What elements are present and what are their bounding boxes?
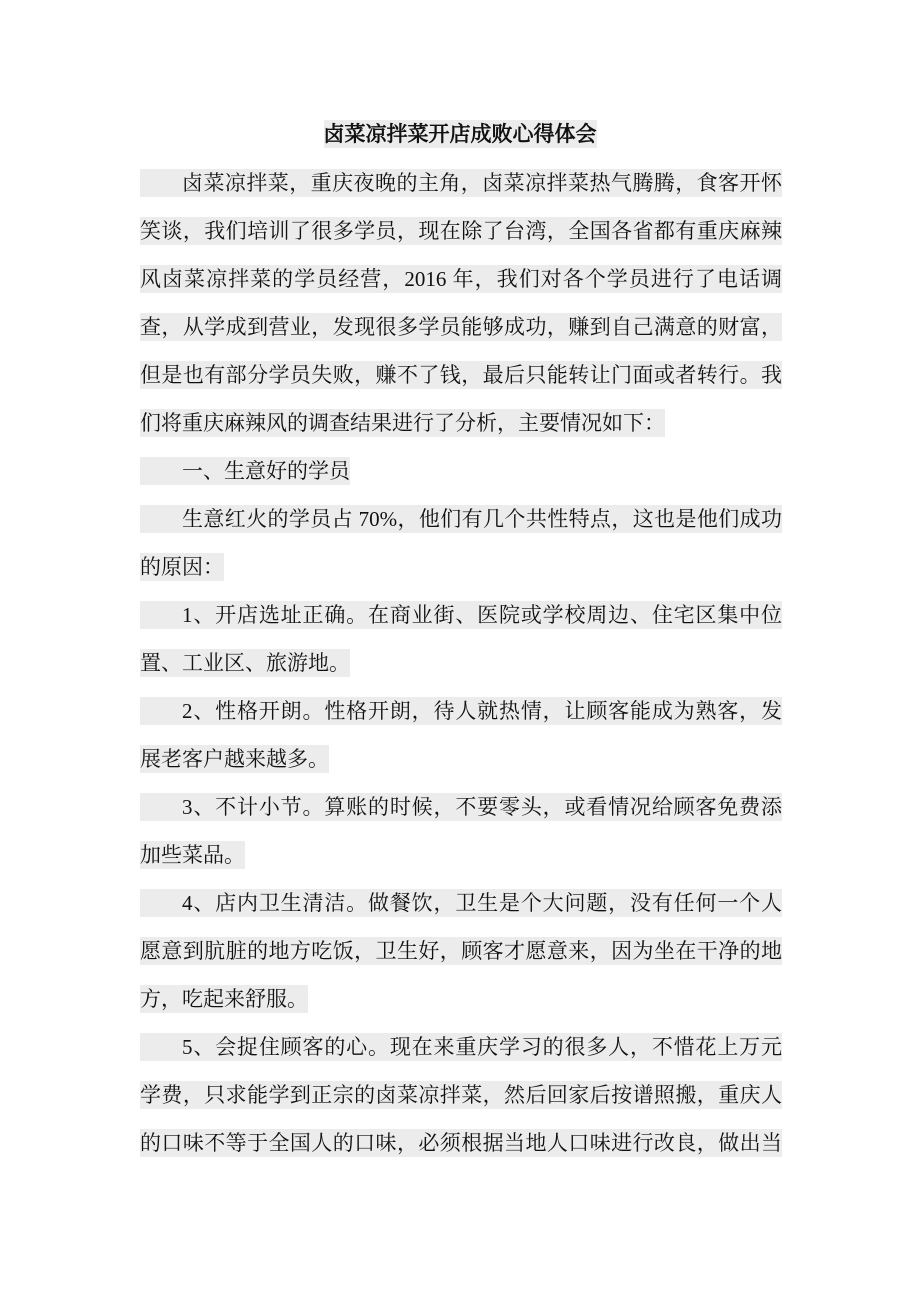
text-line: 们将重庆麻辣风的调查结果进行了分析，主要情况如下： bbox=[140, 411, 665, 435]
document-title: 卤菜凉拌菜开店成败心得体会 bbox=[323, 122, 597, 146]
text-line: 的口味不等于全国人的口味，必须根据当地人口味进行改良，做出当 bbox=[140, 1131, 782, 1155]
text-line: 但是也有部分学员失败，赚不了钱，最后只能转让门面或者转行。我 bbox=[140, 363, 782, 387]
text-line: 的原因： bbox=[140, 555, 224, 579]
text-line: 查，从学成到营业，发现很多学员能够成功，赚到自己满意的财富， bbox=[140, 315, 782, 339]
text-line: 5、会捉住顾客的心。现在来重庆学习的很多人，不惜花上万元 bbox=[140, 1033, 782, 1061]
text-line: 笑谈，我们培训了很多学员，现在除了台湾，全国各省都有重庆麻辣 bbox=[140, 219, 782, 243]
text-line: 方，吃起来舒服。 bbox=[140, 987, 308, 1011]
text-line: 加些菜品。 bbox=[140, 843, 245, 867]
text-line: 4、店内卫生清洁。做餐饮，卫生是个大问题，没有任何一个人 bbox=[140, 889, 782, 917]
text-line: 风卤菜凉拌菜的学员经营，2016 年，我们对各个学员进行了电话调 bbox=[140, 267, 782, 291]
text-line: 1、开店选址正确。在商业街、医院或学校周边、住宅区集中位 bbox=[140, 601, 782, 629]
text-line: 生意红火的学员占 70%，他们有几个共性特点，这也是他们成功 bbox=[140, 505, 782, 533]
text-line: 3、不计小节。算账的时候，不要零头，或看情况给顾客免费添 bbox=[140, 793, 782, 821]
text-line: 愿意到肮脏的地方吃饭，卫生好，顾客才愿意来，因为坐在干净的地 bbox=[140, 939, 782, 963]
text-line: 2、性格开朗。性格开朗，待人就热情，让顾客能成为熟客，发 bbox=[140, 697, 782, 725]
text-line: 置、工业区、旅游地。 bbox=[140, 651, 350, 675]
text-line: 卤菜凉拌菜，重庆夜晚的主角，卤菜凉拌菜热气腾腾，食客开怀 bbox=[140, 169, 782, 197]
document-title-block bbox=[0, 120, 920, 148]
text-line: 展老客户越来越多。 bbox=[140, 747, 329, 771]
text-line: 一、生意好的学员 bbox=[140, 457, 350, 485]
text-line: 学费，只求能学到正宗的卤菜凉拌菜，然后回家后按谱照搬，重庆人 bbox=[140, 1083, 782, 1107]
